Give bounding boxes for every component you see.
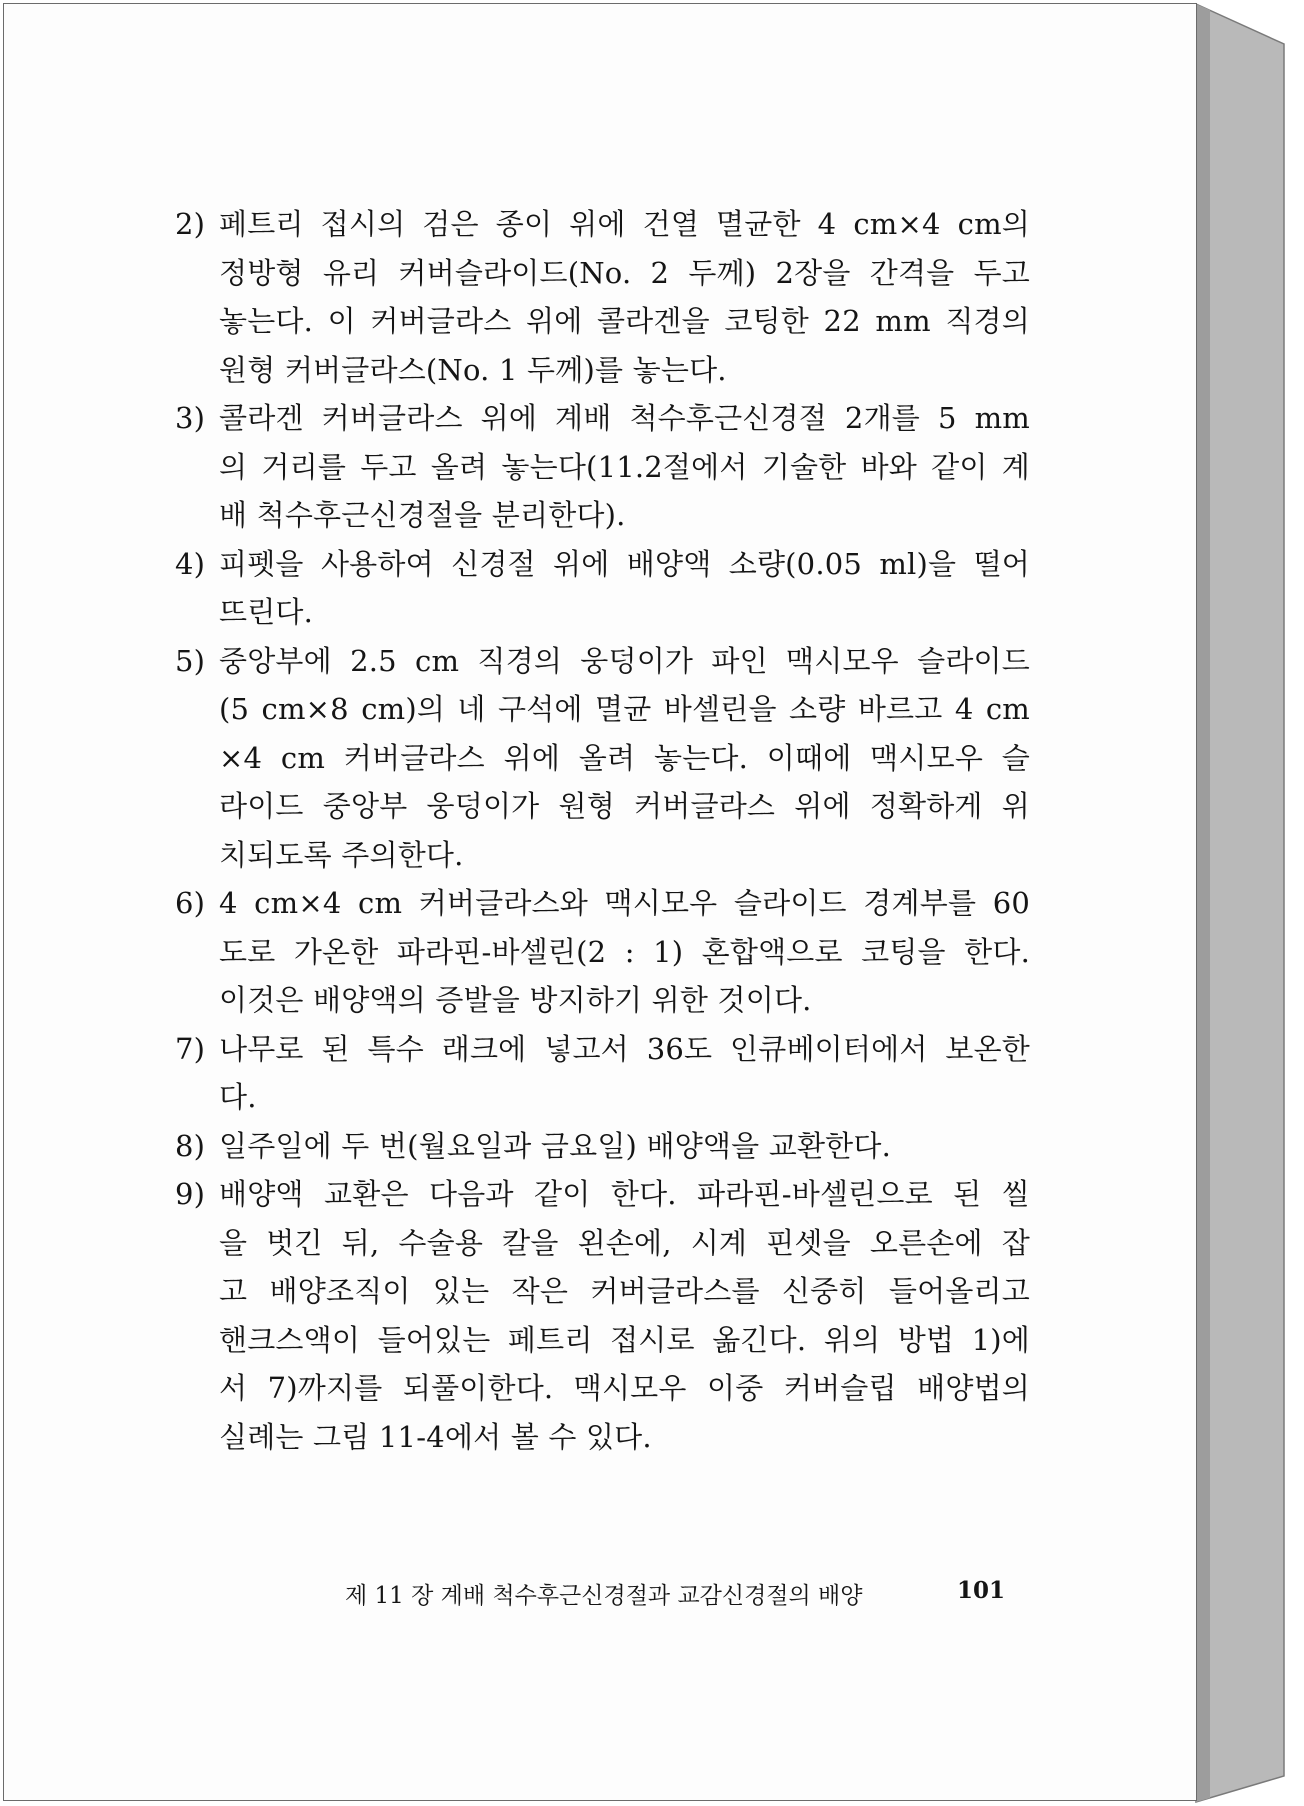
item-number: 6) [175,886,206,920]
list-item [175,879,1030,1025]
list-item [175,540,1030,637]
item-text [219,1170,1030,1461]
text-line: 중앙부에 2.5 cm 직경의 웅덩이가 파인 맥시모우 슬라이드 [219,643,1030,678]
item-number: 3) [175,401,206,435]
item-text [219,1122,1030,1171]
text-line: 실례는 그림 11-4에서 볼 수 있다. [219,1419,652,1454]
item-text [219,200,1030,394]
list-item [175,394,1030,540]
text-line: 의 거리를 두고 올려 놓는다(11.2절에서 기술한 바와 같이 계 [219,449,1030,484]
text-line: 놓는다. 이 커버글라스 위에 콜라겐을 코팅한 22 mm 직경의 [219,304,1030,338]
text-line: 다. [219,1080,257,1114]
item-text [219,637,1030,880]
item-number: 8) [175,1128,206,1163]
page-footer [345,1577,1005,1610]
item-text [219,1025,1030,1122]
text-line: 핸크스액이 들어있는 페트리 접시로 옮긴다. 위의 방법 1)에 [219,1322,1030,1357]
text-line: 정방형 유리 커버슬라이드(No. 2 두께) 2장을 간격을 두고 [219,255,1030,290]
item-number: 2) [175,207,206,241]
text-line: 피펫을 사용하여 신경절 위에 배양액 소량(0.05 ml)을 떨어 [219,546,1030,581]
text-line: 일주일에 두 번(월요일과 금요일) 배양액을 교환한다. [219,1128,892,1163]
chapter-title: 제 11 장 계배 척수후근신경절과 교감신경절의 배양 [345,1583,863,1609]
text-line: 도로 가온한 파라핀-바셀린(2 : 1) 혼합액으로 코팅을 한다. [219,934,1030,969]
item-text [219,879,1030,1025]
list-item [175,637,1030,880]
text-line: 을 벗긴 뒤, 수술용 칼을 왼손에, 시계 핀셋을 오른손에 잡 [219,1225,1030,1260]
text-line: 배양액 교환은 다음과 같이 한다. 파라핀-바셀린으로 된 씰 [219,1177,1030,1211]
book-side-shade [1196,4,1210,1802]
text-line: 뜨린다. [219,595,314,629]
text-line: 나무로 된 특수 래크에 넣고서 36도 인큐베이터에서 보온한 [219,1031,1030,1066]
list-item [175,1122,1030,1171]
item-number: 4) [175,546,206,581]
list-item [175,1025,1030,1122]
text-line: 이것은 배양액의 증발을 방지하기 위한 것이다. [219,983,812,1017]
text-line: 고 배양조직이 있는 작은 커버글라스를 신중히 들어올리고 [219,1274,1030,1308]
item-number: 9) [175,1177,206,1211]
text-line: (5 cm×8 cm)의 네 구석에 멸균 바셀린을 소량 바르고 4 cm [219,692,1030,726]
item-number: 7) [175,1031,206,1066]
item-text [219,394,1030,540]
text-line: 치되도록 주의한다. [219,837,464,872]
text-line: 배 척수후근신경절을 분리한다). [219,498,626,532]
text-line: 4 cm×4 cm 커버글라스와 맥시모우 슬라이드 경계부를 60 [219,886,1030,920]
list-item [175,1170,1030,1461]
page-number: 101 [956,1577,1005,1604]
item-text [219,540,1030,637]
text-line: ×4 cm 커버글라스 위에 올려 놓는다. 이때에 맥시모우 슬 [219,740,1030,775]
numbered-procedure-list [175,200,1030,1461]
text-line: 콜라겐 커버글라스 위에 계배 척수후근신경절 2개를 5 mm [219,401,1030,435]
item-number: 5) [175,643,206,678]
text-line: 원형 커버글라스(No. 1 두께)를 놓는다. [219,352,727,387]
text-line: 서 7)까지를 되풀이한다. 맥시모우 이중 커버슬립 배양법의 [219,1371,1030,1405]
text-line: 라이드 중앙부 웅덩이가 원형 커버글라스 위에 정확하게 위 [219,789,1030,823]
text-line: 페트리 접시의 검은 종이 위에 건열 멸균한 4 cm×4 cm의 [219,207,1030,241]
list-item [175,200,1030,394]
